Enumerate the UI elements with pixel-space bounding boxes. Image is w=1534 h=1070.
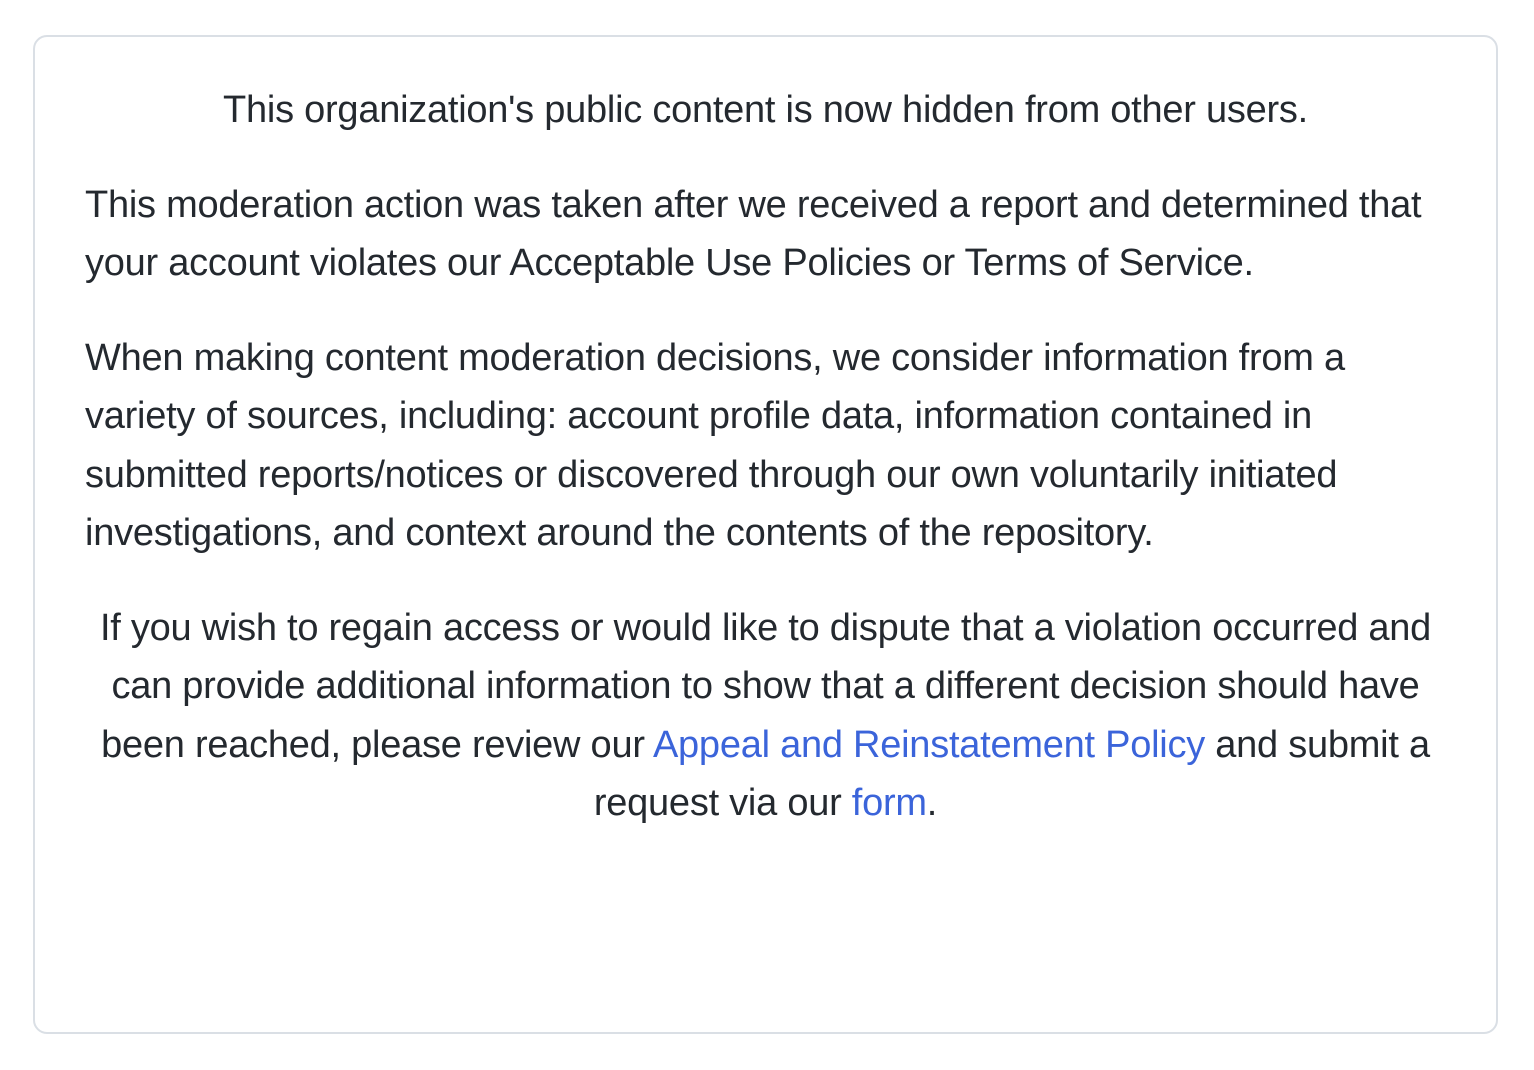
appeal-text-after: . [926, 782, 938, 824]
appeal-form-link[interactable]: form [851, 782, 927, 824]
appeal-text-between: and submit a request via our [593, 723, 1430, 824]
headline-text: This organization's public content is now hidden from other users. [223, 89, 1308, 131]
moderation-action-paragraph: This moderation action was taken after we received a report and determined that your account violates our Acceptable Use Policies or Terms of Service. [85, 183, 1422, 284]
moderation-notice-card [33, 35, 1498, 1034]
decision-info-paragraph: When making content moderation decisions, we consider information from a variety of sources, including: account profile data, information contained in submitted reports/notices or discovered through our own voluntarily initiated investigations, and context around the contents of the repository. [85, 336, 1345, 554]
appeal-policy-link[interactable]: Appeal and Reinstatement Policy [652, 723, 1205, 766]
appeal-paragraph [85, 599, 1446, 833]
appeal-text-before: If you wish to regain access or would like to dispute that a violation occurred and can provide additional information to show that a different decision should have been reached, please review our [99, 606, 1432, 766]
